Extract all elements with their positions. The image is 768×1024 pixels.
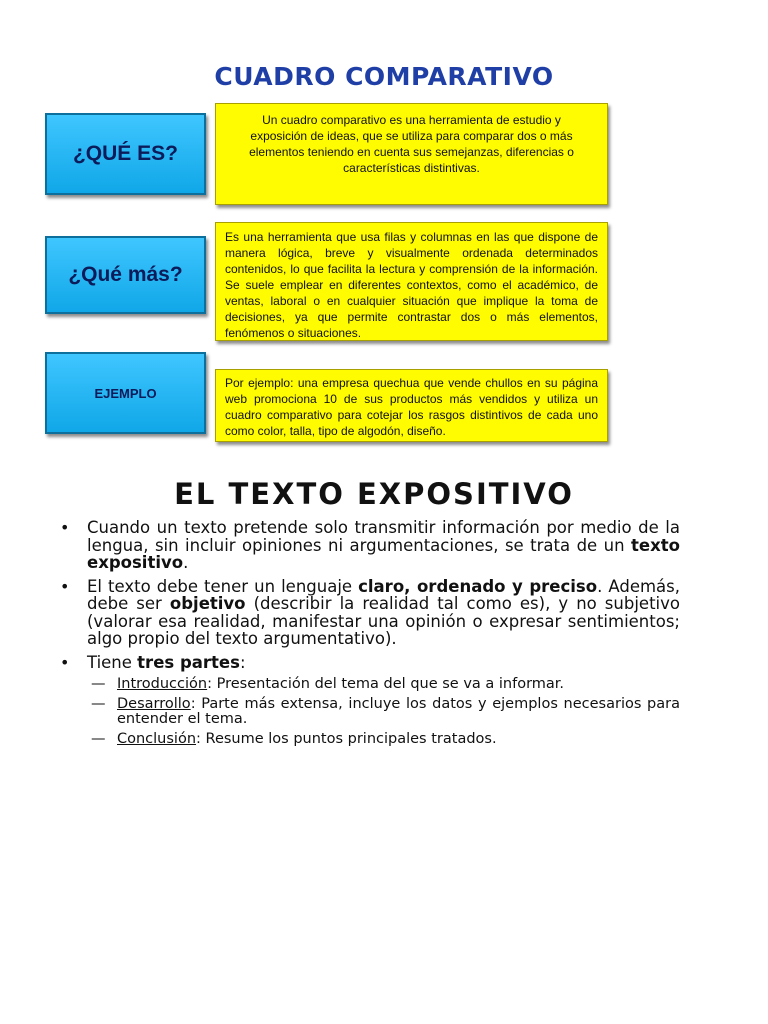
comparison-row-ejemplo bbox=[45, 352, 610, 444]
part-name: Introducción bbox=[117, 676, 208, 692]
bullet-text: . Además, debe ser bbox=[87, 576, 681, 613]
bullet-dot: • bbox=[60, 652, 70, 672]
bullet-bold: tres partes bbox=[137, 652, 240, 672]
part-name: Conclusión bbox=[117, 731, 197, 747]
part-name: Desarrollo bbox=[117, 696, 191, 712]
dash-marker: — bbox=[91, 676, 106, 692]
bullet-text: El texto debe tener un lenguaje bbox=[87, 576, 359, 596]
part-item bbox=[60, 677, 680, 692]
bullet-text: (describir la realidad tal como es), y no subjetivo (valorar esa realidad, manifestar una opinión o expresar sentimientos; algo propio del texto argumentativo). bbox=[87, 594, 680, 648]
description-que-mas: Es una herramienta que usa filas y columnas en las que dispone de manera lógica, breve y visualmente ordenada determinados contenidos, lo que facilita la lectura y comprensión de la información. Se suele emplear en diferentes contextos, como el académico, de ventas, laboral o en cualquier situación que implique la toma de decisiones, ya que permite contrastar dos o más elementos, fenómenos o situaciones. bbox=[215, 222, 608, 341]
comparison-row-que-mas bbox=[45, 222, 610, 342]
part-item bbox=[60, 732, 680, 747]
comparison-row-que-es bbox=[45, 103, 610, 195]
part-description: : Parte más extensa, incluye los datos y ejemplos necesarios para entender el tema. bbox=[117, 696, 680, 727]
dash-marker: — bbox=[91, 696, 106, 712]
bullet-item bbox=[60, 578, 680, 648]
bullet-bold: objetivo bbox=[169, 594, 246, 613]
bullet-item bbox=[60, 519, 680, 572]
part-description: : Resume los puntos principales tratados. bbox=[196, 731, 497, 747]
bullet-item bbox=[60, 654, 680, 672]
bullet-dot: • bbox=[60, 518, 70, 537]
dash-marker: — bbox=[91, 731, 106, 747]
bullet-dot: • bbox=[60, 576, 70, 596]
section-title: EL TEXTO EXPOSITIVO bbox=[174, 477, 574, 511]
part-description: : Presentación del tema del que se va a informar. bbox=[207, 676, 565, 692]
bullet-text: . bbox=[183, 553, 189, 572]
description-ejemplo: Por ejemplo: una empresa quechua que vende chullos en su página web promociona 10 de sus productos más vendidos y utiliza un cuadro comparativo para cotejar los rasgos distintivos de cada uno como color, talla, tipo de algodón, diseño. bbox=[215, 369, 608, 442]
description-que-es: Un cuadro comparativo es una herramienta de estudio y exposición de ideas, que se utiliza para comparar dos o más elementos teniendo en cuenta sus semejanzas, diferencias o características distintivas. bbox=[215, 103, 608, 205]
part-item bbox=[60, 697, 680, 727]
bullet-text: Tiene bbox=[87, 652, 138, 672]
page-title: CUADRO COMPARATIVO bbox=[214, 62, 554, 91]
label-ejemplo: EJEMPLO bbox=[45, 352, 206, 434]
bullet-text: Cuando un texto pretende solo transmitir información por medio de la lengua, sin incluir opiniones ni argumentaciones, se trata de un bbox=[87, 518, 680, 555]
bullet-bold: texto expositivo bbox=[87, 535, 680, 572]
label-que-es: ¿QUÉ ES? bbox=[45, 113, 206, 195]
bullet-bold: claro, ordenado y preciso bbox=[358, 576, 598, 596]
bullet-list bbox=[60, 519, 680, 752]
label-que-mas: ¿Qué más? bbox=[45, 236, 206, 314]
bullet-text: : bbox=[239, 652, 246, 672]
